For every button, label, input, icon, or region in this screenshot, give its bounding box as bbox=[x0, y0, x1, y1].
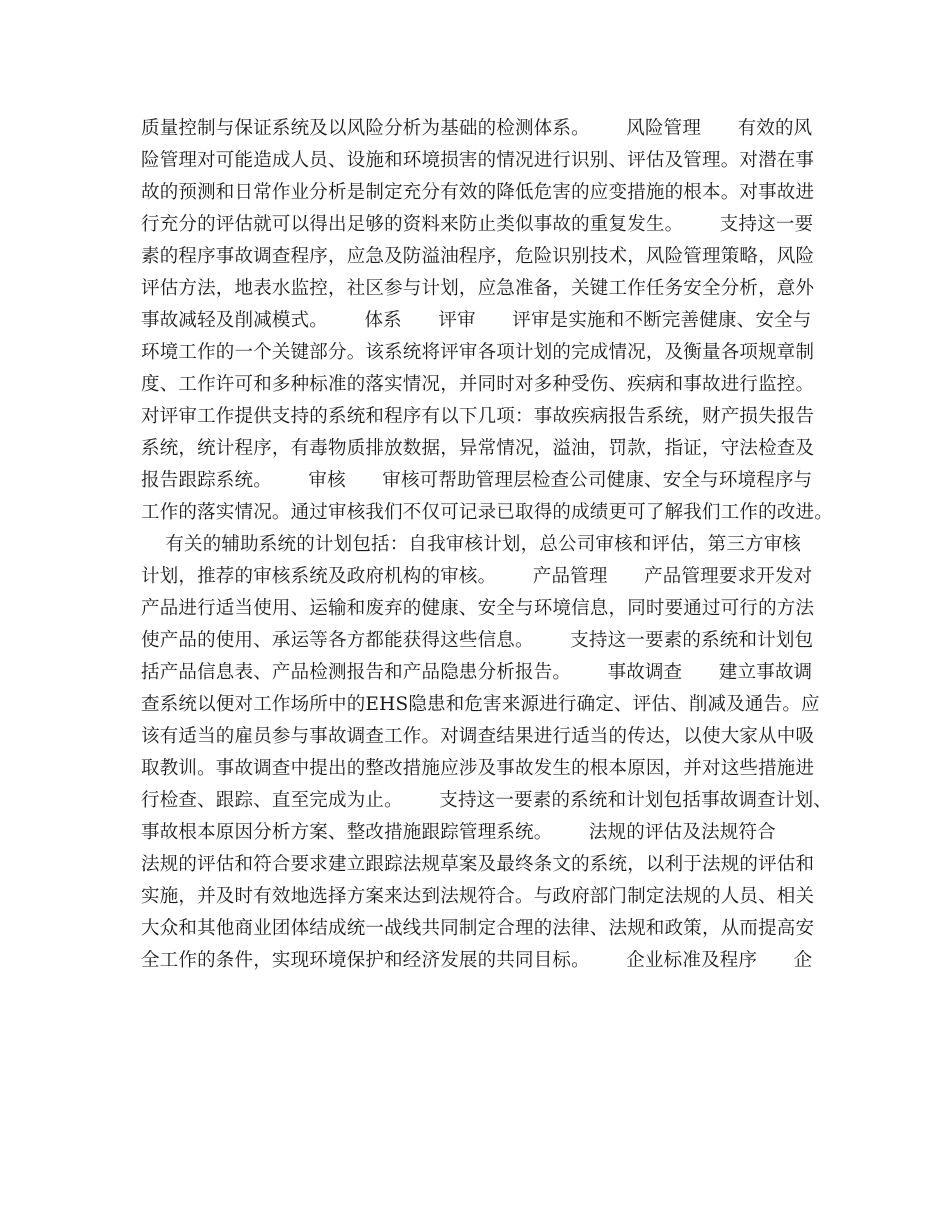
text-line: 计划，推荐的审核系统及政府机构的审核。 产品管理 产品管理要求开发对 bbox=[141, 566, 813, 587]
text-line: 该有适当的雇员参与事故调查工作。对调查结果进行适当的传达，以使大家从中吸 bbox=[141, 726, 815, 747]
text-line: 括产品信息表、产品检测报告和产品隐患分析报告。 事故调查 建立事故调 bbox=[141, 662, 813, 683]
text-line: 素的程序事故调查程序，应急及防溢油程序，危险识别技术，风险管理策略，风险 bbox=[141, 246, 815, 267]
text-line: 行充分的评估就可以得出足够的资料来防止类似事故的重复发生。 支持这一要 bbox=[141, 214, 814, 235]
text-line: 行检查、跟踪、直至完成为止。 支持这一要素的系统和计划包括事故调查计划、 bbox=[141, 790, 832, 811]
text-line: 评估方法，地表水监控，社区参与计划，应急准备，关键工作任务安全分析，意外 bbox=[141, 278, 815, 299]
text-line: 大众和其他商业团体结成统一战线共同制定合理的法律、法规和政策，从而提高安 bbox=[141, 918, 815, 939]
text-line: 有关的辅助系统的计划包括：自我审核计划，总公司审核和评估，第三方审核 bbox=[141, 534, 802, 555]
text-line: 产品进行适当使用、运输和废弃的健康、安全与环境信息，同时要通过可行的方法 bbox=[141, 598, 815, 619]
body-text bbox=[141, 113, 831, 977]
text-line: 质量控制与保证系统及以风险分析为基础的检测体系。 风险管理 有效的风 bbox=[141, 118, 813, 139]
text-line: 全工作的条件，实现环境保护和经济发展的共同目标。 企业标准及程序 企 bbox=[141, 950, 813, 971]
text-line: 法规的评估和符合要求建立跟踪法规草案及最终条文的系统，以利于法规的评估和 bbox=[141, 854, 815, 875]
text-line: 取教训。事故调查中提出的整改措施应涉及事故发生的根本原因，并对这些措施进 bbox=[141, 758, 815, 779]
text-line: 系统，统计程序，有毒物质排放数据，异常情况，溢油，罚款，指证，守法检查及 bbox=[141, 438, 815, 459]
text-line: 故的预测和日常作业分析是制定充分有效的降低危害的应变措施的根本。对事故进 bbox=[141, 182, 815, 203]
text-line: 实施，并及时有效地选择方案来达到法规符合。与政府部门制定法规的人员、相关 bbox=[141, 886, 815, 907]
text-line: 对评审工作提供支持的系统和程序有以下几项：事故疾病报告系统，财产损失报告 bbox=[141, 406, 815, 427]
text-line: 事故减轻及削减模式。 体系 评审 评审是实施和不断完善健康、安全与 bbox=[141, 310, 812, 331]
text-line: 报告跟踪系统。 审核 审核可帮助管理层检查公司健康、安全与环境程序与 bbox=[141, 470, 813, 491]
text-line: 环境工作的一个关键部分。该系统将评审各项计划的完成情况，及衡量各项规章制 bbox=[141, 342, 815, 363]
text-line: 度、工作许可和多种标准的落实情况，并同时对多种受伤、疾病和事故进行监控。 bbox=[141, 374, 815, 395]
text-line: 险管理对可能造成人员、设施和环境损害的情况进行识别、评估及管理。对潜在事 bbox=[141, 150, 815, 171]
text-line: 使产品的使用、承运等各方都能获得这些信息。 支持这一要素的系统和计划包 bbox=[141, 630, 814, 651]
text-line: 工作的落实情况。通过审核我们不仅可记录已取得的成绩更可了解我们工作的改进。 bbox=[141, 502, 833, 523]
text-line: 查系统以便对工作场所中的EHS隐患和危害来源进行确定、评估、削减及通告。应 bbox=[141, 694, 820, 715]
text-line: 事故根本原因分析方案、整改措施跟踪管理系统。 法规的评估及法规符合 bbox=[141, 822, 776, 843]
